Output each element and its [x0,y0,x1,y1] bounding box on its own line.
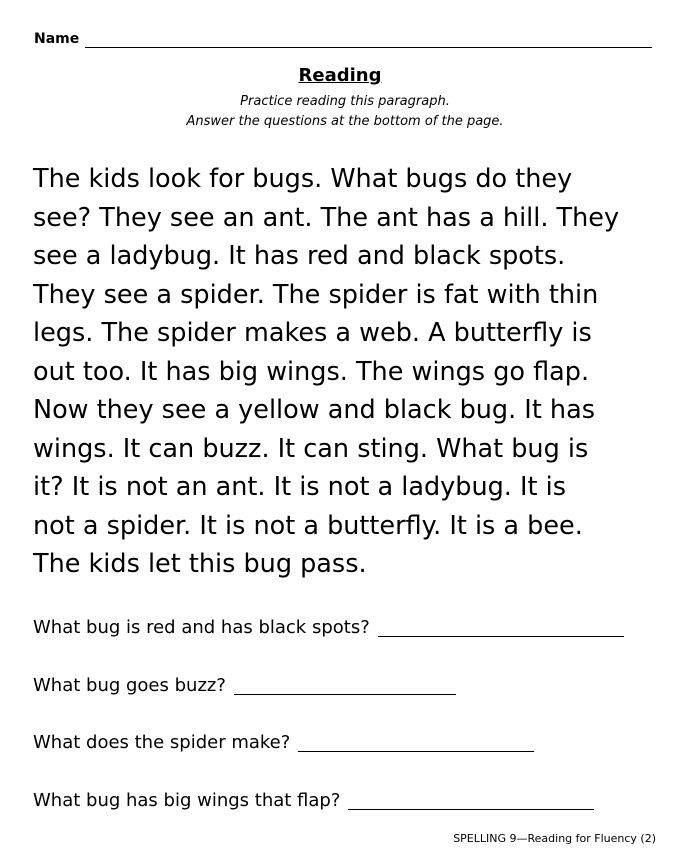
answer-blank-line[interactable] [348,789,594,810]
footer-caption: SPELLING 9—Reading for Fluency (2) [453,832,656,845]
question-3 [33,730,653,756]
answer-blank-line[interactable] [234,674,456,695]
passage-line: not a spider. It is not a butterfly. It is a bee. [33,510,583,541]
passage-line: The kids look for bugs. What bugs do they [33,164,573,194]
answer-blank-line[interactable] [378,616,624,637]
questions-section [33,615,653,845]
question-text: What bug goes buzz? [33,674,226,696]
passage-line: Now they see a yellow and black bug. It has [33,395,596,425]
question-2 [33,673,653,699]
passage-line: legs. The spider makes a web. A butterfly is [33,318,592,348]
name-blank-line[interactable] [85,31,652,48]
instructions-line-2: Answer the questions at the bottom of the page. [186,114,504,129]
passage-line: see a ladybug. It has red and black spots. [33,241,566,271]
name-label: Name [34,31,80,47]
passage-line: wings. It can buzz. It can sting. What bug is [33,433,589,464]
question-4 [33,788,653,814]
question-text: What bug has big wings that flap? [33,789,341,811]
instructions [0,92,680,132]
passage-line: see? They see an ant. The ant has a hill. They [33,202,620,233]
question-1 [33,615,653,641]
passage-line: it? It is not an ant. It is not a ladybug. It is [33,472,567,502]
passage-line: out too. It has big wings. The wings go flap. [33,356,590,387]
passage-line: The kids let this bug pass. [33,549,367,579]
name-field-row [34,28,652,48]
question-text: What does the spider make? [33,732,291,753]
instructions-line-1: Practice reading this paragraph. [240,94,450,109]
answer-blank-line[interactable] [298,731,534,752]
passage-line: They see a spider. The spider is fat with thin [33,279,599,310]
question-text: What bug is red and has black spots? [33,617,370,638]
reading-passage [33,160,663,584]
page-title: Reading [298,65,382,86]
